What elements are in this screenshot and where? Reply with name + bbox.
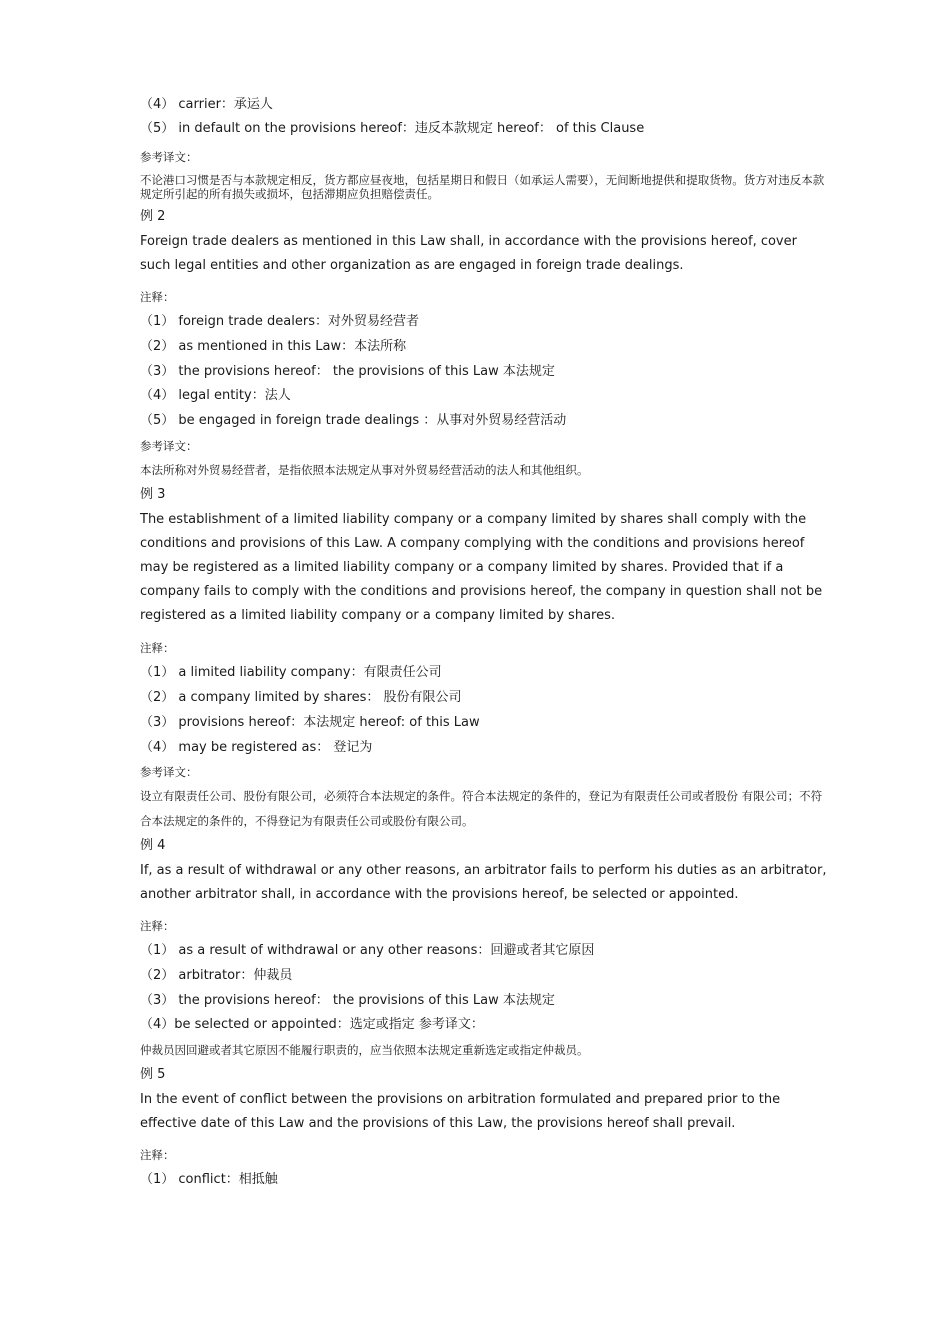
note-item: （2） as mentioned in this Law：本法所称 (140, 339, 407, 354)
note-item: （4）be selected or appointed：选定或指定 参考译文： (140, 1017, 484, 1032)
note-item: （1） foreign trade dealers：对外贸易经营者 (140, 314, 419, 329)
note-item: （4） carrier：承运人 (140, 97, 273, 112)
example-heading: 例 5 (140, 1067, 166, 1082)
reference-label: 参考译文： (140, 150, 198, 164)
example-text: Foreign trade dealers as mentioned in this Law shall, in accordance with the provisions hereof, cover such legal entities and other organization as are engaged in foreign trade dealings. (140, 234, 797, 273)
note-item: （4） legal entity：法人 (140, 388, 291, 403)
note-item: （5） be engaged in foreign trade dealings ：从事对外贸易经营活动 (140, 413, 567, 428)
note-item: （4） may be registered as： 登记为 (140, 740, 373, 755)
notes-label: 注释： (140, 919, 175, 933)
example-text: The establishment of a limited liability company or a company limited by shares shall comply with the conditions and provisions of this Law. A company complying with the conditions and provisions hereof may be registered as a limited liability company or a company limited by shares. Provided that if a company fails to comply with the conditions and provisions hereof, the company in question shall not be registered as a limited liability company or a company limited by shares. (140, 512, 823, 623)
reference-translation: 本法所称对外贸易经营者，是指依照本法规定从事对外贸易经营活动的法人和其他组织。 (140, 463, 589, 477)
reference-label: 参考译文： (140, 765, 198, 779)
example-text: If, as a result of withdrawal or any other reasons, an arbitrator fails to perform his duties as an arbitrator, another arbitrator shall, in accordance with the provisions hereof, be selected or appointed. (140, 863, 827, 902)
reference-label: 参考译文： (140, 439, 198, 453)
example-heading: 例 4 (140, 838, 166, 853)
example-text: In the event of conflict between the provisions on arbitration formulated and prepared prior to the effective date of this Law and the provisions of this Law, the provisions hereof shall prevail. (140, 1092, 781, 1131)
note-item: （1） a limited liability company：有限责任公司 (140, 665, 442, 680)
notes-label: 注释： (140, 641, 175, 655)
reference-translation: 仲裁员因回避或者其它原因不能履行职责的，应当依照本法规定重新选定或指定仲裁员。 (140, 1043, 589, 1057)
note-item: （2） arbitrator：仲裁员 (140, 968, 293, 983)
notes-label: 注释： (140, 1148, 175, 1162)
note-item: （3） provisions hereof：本法规定 hereof: of this Law (140, 715, 480, 730)
reference-translation: 设立有限责任公司、股份有限公司，必须符合本法规定的条件。符合本法规定的条件的，登记为有限责任公司或者股份 有限公司；不符合本法规定的条件的，不得登记为有限责任公司或股份有限公司。 (140, 789, 823, 828)
note-item: （1） conflict：相抵触 (140, 1172, 278, 1187)
note-item: （2） a company limited by shares： 股份有限公司 (140, 690, 462, 705)
note-item: （5） in default on the provisions hereof：违反本款规定 hereof： of this Clause (140, 121, 645, 136)
note-item: （3） the provisions hereof： the provisions of this Law 本法规定 (140, 364, 555, 379)
note-item: （1） as a result of withdrawal or any other reasons：回避或者其它原因 (140, 943, 595, 958)
example-heading: 例 3 (140, 487, 166, 502)
example-heading: 例 2 (140, 209, 166, 224)
reference-translation: 不论港口习惯是否与本款规定相反，货方都应昼夜地，包括星期日和假日（如承运人需要），无间断地提供和提取货物。货方对违反本款规定所引起的所有损失或损坏，包括滞期应负担赔偿责任。 (140, 173, 825, 201)
note-item: （3） the provisions hereof： the provisions of this Law 本法规定 (140, 993, 555, 1008)
notes-label: 注释： (140, 290, 175, 304)
